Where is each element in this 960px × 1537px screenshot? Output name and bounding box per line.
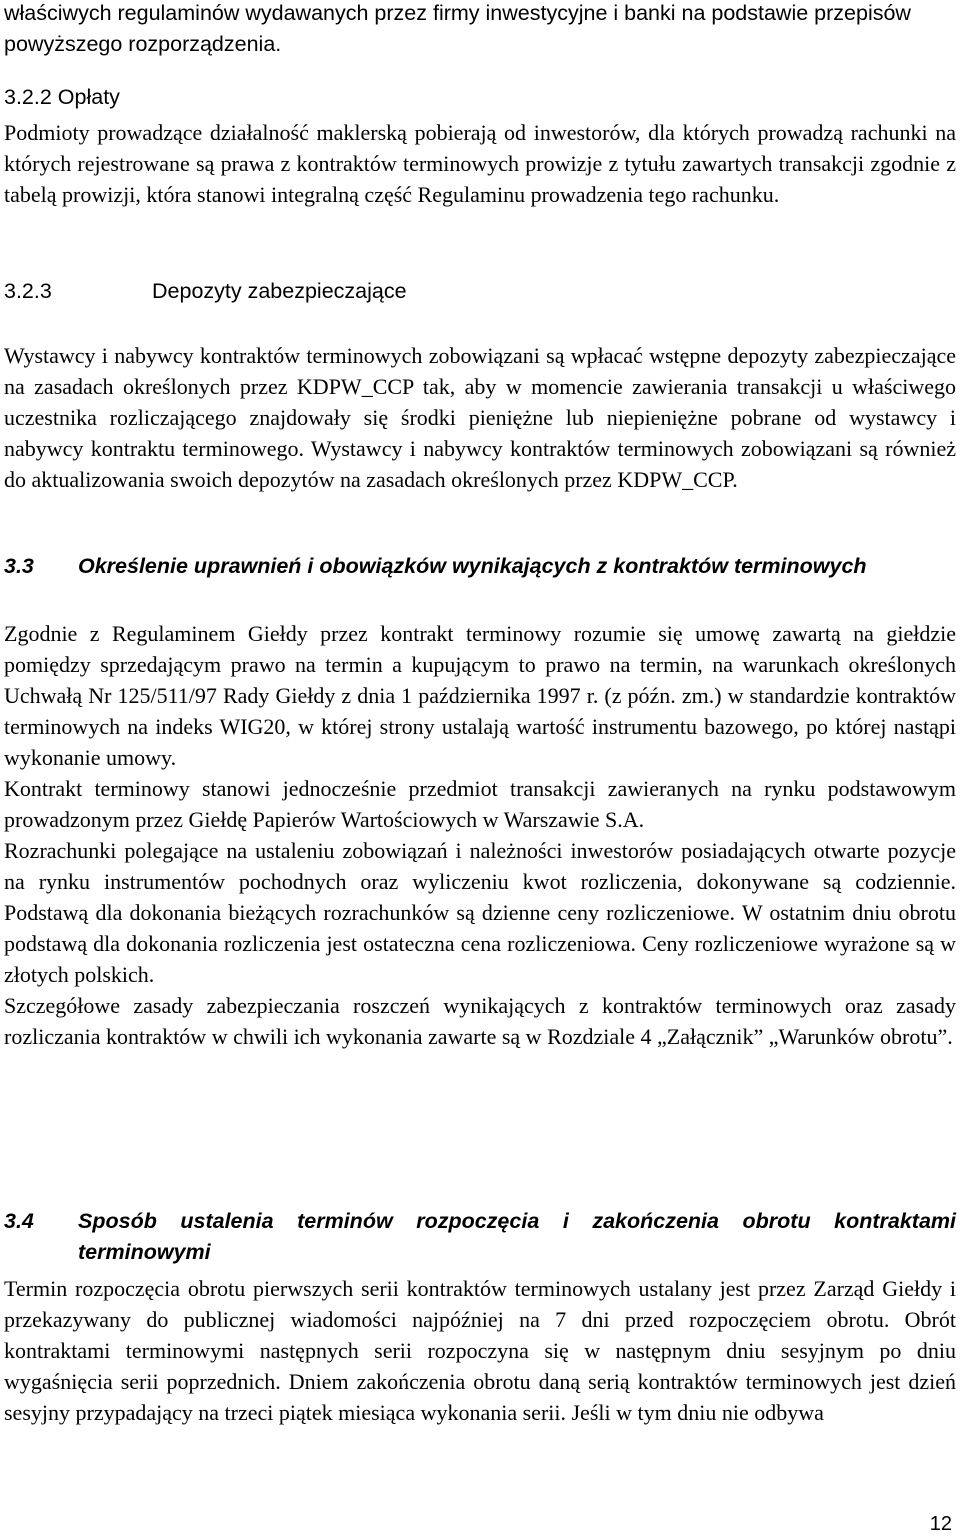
paragraph: Szczegółowe zasady zabezpieczania roszczeń wynikających z kontraktów terminowych oraz zasady rozliczania kontraktów w chwili ich wykonania zawarte są w Rozdziale 4 „Załącznik” „Warunków obrotu”.: [4, 993, 956, 1049]
section-heading-3-4: [4, 1206, 956, 1268]
section-heading-3-2-2: 3.2.2 Opłaty: [4, 85, 120, 109]
section-body-3-2-2: Podmioty prowadzące działalność maklerską pobierają od inwestorów, dla których prowadzą rachunki na których rejestrowane są prawa z kontraktów terminowych prowizje z tytułu zawartych transakcji zgodnie z tabelą prowizji, która stanowi integralną część Regulaminu prowadzenia tego rachunku.: [4, 120, 956, 207]
paragraph: Rozrachunki polegające na ustaleniu zobowiązań i należności inwestorów posiadających otwarte pozycje na rynku instrumentów pochodnych oraz wyliczeniu kwot rozliczenia, dokonywane są codziennie. Podstawą dla dokonania bieżących rozrachunków są dzienne ceny rozliczeniowe. W ostatnim dniu obrotu podstawą dla dokonania rozliczenia jest ostateczna cena rozliczeniowa. Ceny rozliczeniowe wyrażone są w złotych polskich.: [4, 838, 956, 987]
section-body-3-4: Termin rozpoczęcia obrotu pierwszych serii kontraktów terminowych ustalany jest przez Zarząd Giełdy i przekazywany do publicznej wiadomości najpóźniej na 7 dni przed rozpoczęciem obrotu. Obrót kontraktami terminowymi następnych serii rozpoczyna się w następnym dniu sesyjnym po dniu wygaśnięcia serii poprzednich. Dniem zakończenia obrotu daną serią kontraktów terminowych jest dzień sesyjny przypadający na trzeci piątek miesiąca wykonania serii. Jeśli w tym dniu nie odbywa: [4, 1276, 956, 1425]
section-heading-3-2-3: [4, 276, 956, 307]
intro-paragraph: właściwych regulaminów wydawanych przez firmy inwestycyjne i banki na podstawie przepisów powyższego rozporządzenia.: [4, 1, 911, 56]
section-number: 3.3: [4, 554, 34, 578]
section-number: 3.4: [4, 1209, 34, 1233]
section-title: Określenie uprawnień i obowiązków wynikających z kontraktów terminowych: [78, 554, 867, 578]
page-number: 12: [929, 1513, 952, 1535]
section-body-3-3: [4, 618, 956, 1052]
section-body-3-2-3: Wystawcy i nabywcy kontraktów terminowych zobowiązani są wpłacać wstępne depozyty zabezpieczające na zasadach określonych przez KDPW_CCP tak, aby w momencie zawierania transakcji u właściwego uczestnika rozliczającego znajdowały się środki pieniężne lub niepieniężne pobrane od wystawcy i nabywcy kontraktu terminowego. Wystawcy i nabywcy kontraktów terminowych zobowiązani są również do aktualizowania swoich depozytów na zasadach określonych przez KDPW_CCP.: [4, 343, 956, 492]
section-title: Sposób ustalenia terminów rozpoczęcia i zakończenia obrotu kontraktami terminowymi: [78, 1209, 956, 1264]
paragraph: Kontrakt terminowy stanowi jednocześnie przedmiot transakcji zawieranych na rynku podstawowym prowadzonym przez Giełdę Papierów Wartościowych w Warszawie S.A.: [4, 776, 956, 832]
paragraph: Zgodnie z Regulaminem Giełdy przez kontrakt terminowy rozumie się umowę zawartą na giełdzie pomiędzy sprzedającym prawo na termin a kupującym to prawo na termin, na warunkach określonych Uchwałą Nr 125/511/97 Rady Giełdy z dnia 1 października 1997 r. (z późn. zm.) w standardzie kontraktów terminowych na indeks WIG20, w której strony ustalają wartość instrumentu bazowego, po której nastąpi wykonanie umowy.: [4, 621, 956, 770]
section-number: 3.2.3: [4, 279, 52, 303]
section-title: Depozyty zabezpieczające: [152, 279, 407, 303]
section-heading-3-3: [4, 551, 956, 582]
